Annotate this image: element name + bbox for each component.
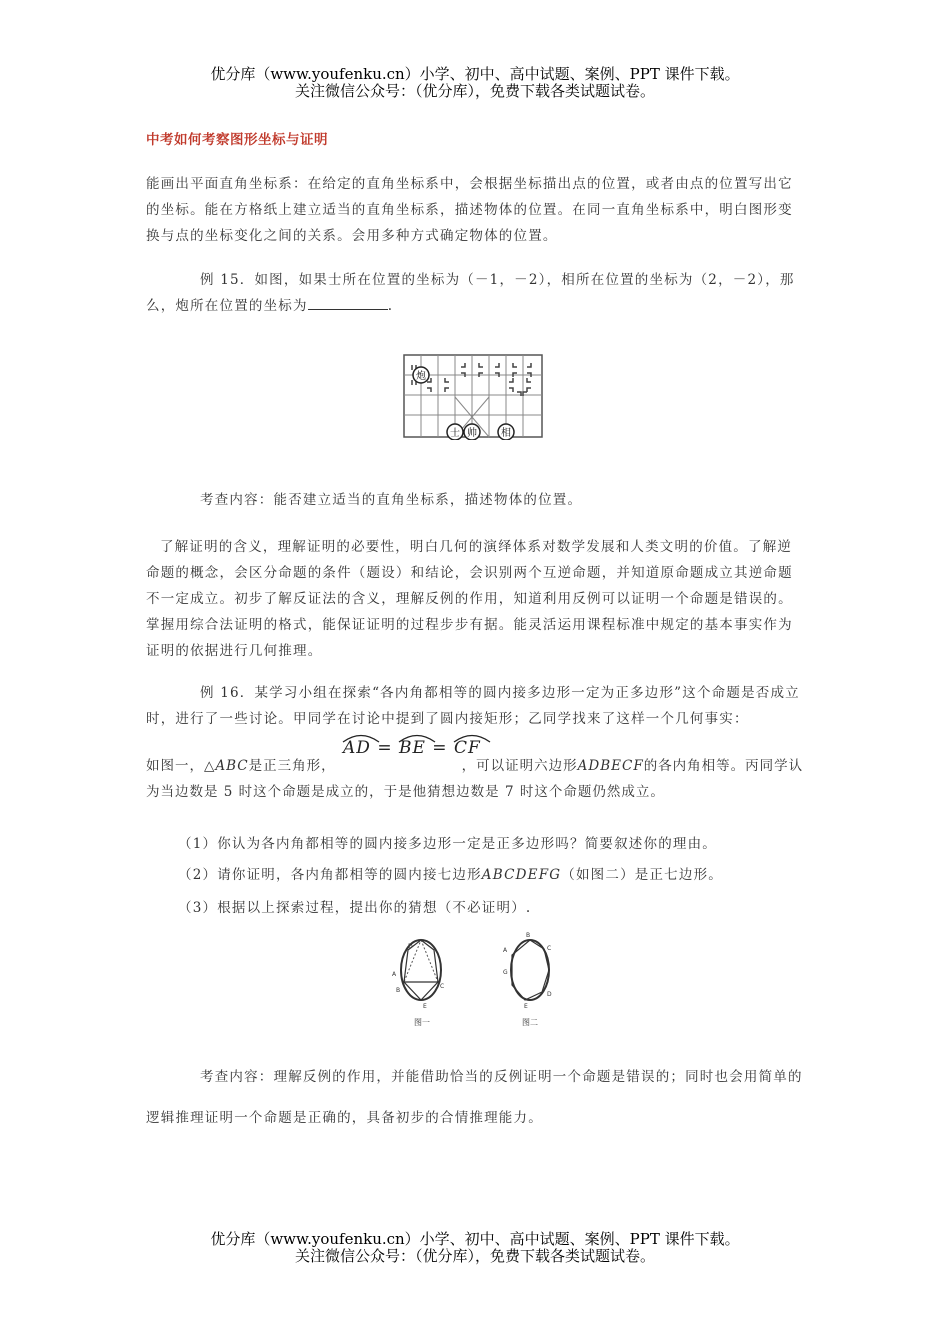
piece-shi-label: 士: [450, 428, 460, 439]
example-16-p2: 如图一，△ABC是正三角形， ，可以证明六边形ADBECF的各内角相等。丙同学认为当边数是 5 时这个命题是成立的，于是他猜想边数是 7 时这个命题仍然成立。: [146, 758, 804, 800]
figure-two-caption: 图二: [522, 1018, 538, 1027]
svg-text:E: E: [524, 1003, 528, 1010]
arc-cf-icon: [452, 733, 492, 743]
intro-paragraph: 能画出平面直角坐标系：在给定的直角坐标系中，会根据坐标描出点的位置，或者由点的位置写出它的坐标。能在方格纸上建立适当的直角坐标系，描述物体的位置。在同一直角坐标系中，明白图形变换与点的坐标变化之间的关系。会用多种方式确定物体的位置。: [146, 176, 793, 244]
triangle-abc: ABC: [215, 758, 249, 774]
svg-text:D: D: [408, 943, 413, 950]
chessboard-figure: [403, 354, 543, 440]
piece-xiang: [498, 424, 514, 440]
header-line-1: 优分库（www.youfenku.cn）小学、初中、高中试题、案例、PPT 课件下载。: [210, 65, 740, 83]
example-16-exam-note: 考查内容：理解反例的作用，并能借助恰当的反例证明一个命题是错误的；同时也会用简单的逻辑推理证明一个命题是正确的，具备初步的合情推理能力。: [146, 1069, 803, 1126]
svg-text:C: C: [547, 945, 552, 952]
proof-intro-paragraph: 了解证明的含义，理解证明的必要性，明白几何的演绎体系对数学发展和人类文明的价值。了解逆命题的概念，会区分命题的条件（题设）和结论，会识别两个互逆命题，并知道原命题成立其逆命题不一定成立。初步了解反证法的含义，理解反例的作用，知道利用反例可以证明一个命题是错误的。掌握用综合法证明的格式，能保证证明的过程步步有据。能灵活运用课程标准中规定的基本事实作为证明的依据进行几何推理。: [146, 539, 793, 659]
footer-line-1: 优分库（www.youfenku.cn）小学、初中、高中试题、案例、PPT 课件下载。: [210, 1230, 740, 1248]
arc-ad: AD: [343, 738, 371, 758]
example-16-p1: 例 16．某学习小组在探索“各内角都相等的圆内接多边形一定为正多边形”这个命题是否成立时，进行了一些讨论。甲同学在讨论中提到了圆内接矩形；乙同学找来了这样一个几何事实：: [146, 685, 800, 727]
example-15-text: 例 15．如图，如果士所在位置的坐标为（－1，－2），相所在位置的坐标为（2，－2），那么，炮所在位置的坐标为: [146, 272, 795, 314]
svg-text:C: C: [440, 983, 445, 990]
piece-shi: [447, 424, 463, 440]
piece-pao: [413, 367, 429, 383]
arc-be: BE: [399, 738, 426, 758]
figure-one-caption: 图一: [414, 1018, 430, 1027]
question-3: （3）根据以上探索过程，提出你的猜想（不必证明）.: [178, 900, 532, 916]
arc-cf: CF: [454, 738, 481, 758]
header-line-2: 关注微信公众号：（优分库），免费下载各类试题试卷。: [294, 82, 655, 100]
heptagon-abcdefg: ABCDEFG: [481, 867, 562, 883]
piece-shuai-label: 帅: [467, 428, 477, 439]
page-header: [0, 66, 950, 100]
hexagon-adbecf: ADBECF: [577, 758, 644, 774]
svg-text:B: B: [526, 932, 531, 939]
example-15-question: [146, 267, 806, 319]
arc-ad-icon: [341, 733, 381, 743]
figure-one: [388, 930, 458, 1030]
svg-text:A: A: [503, 947, 508, 954]
question-2: （2）请你证明，各内角都相等的圆内接七边形ABCDEFG（如图二）是正七边形。: [178, 867, 723, 883]
svg-text:B: B: [396, 987, 401, 994]
piece-pao-label: 炮: [416, 371, 426, 382]
figure-two: [500, 930, 570, 1030]
svg-text:E: E: [423, 1003, 427, 1010]
answer-blank: [308, 293, 388, 310]
svg-text:G: G: [503, 969, 508, 976]
example-15-exam-note: 考查内容：能否建立适当的直角坐标系，描述物体的位置。: [200, 492, 583, 508]
eq-2: =: [432, 738, 448, 758]
svg-text:A: A: [392, 971, 397, 978]
footer-line-2: 关注微信公众号：（优分库），免费下载各类试题试卷。: [294, 1247, 655, 1265]
example-15-end: .: [387, 298, 394, 314]
eq-1: =: [377, 738, 393, 758]
article-title: 中考如何考察图形坐标与证明: [146, 132, 328, 148]
piece-shuai: [464, 424, 480, 440]
piece-xiang-label: 相: [501, 428, 511, 439]
svg-text:D: D: [547, 991, 552, 998]
page-footer: [0, 1231, 950, 1265]
arc-be-icon: [397, 733, 437, 743]
question-1: （1）你认为各内角都相等的圆内接多边形一定是正多边形吗？简要叙述你的理由。: [178, 836, 717, 852]
